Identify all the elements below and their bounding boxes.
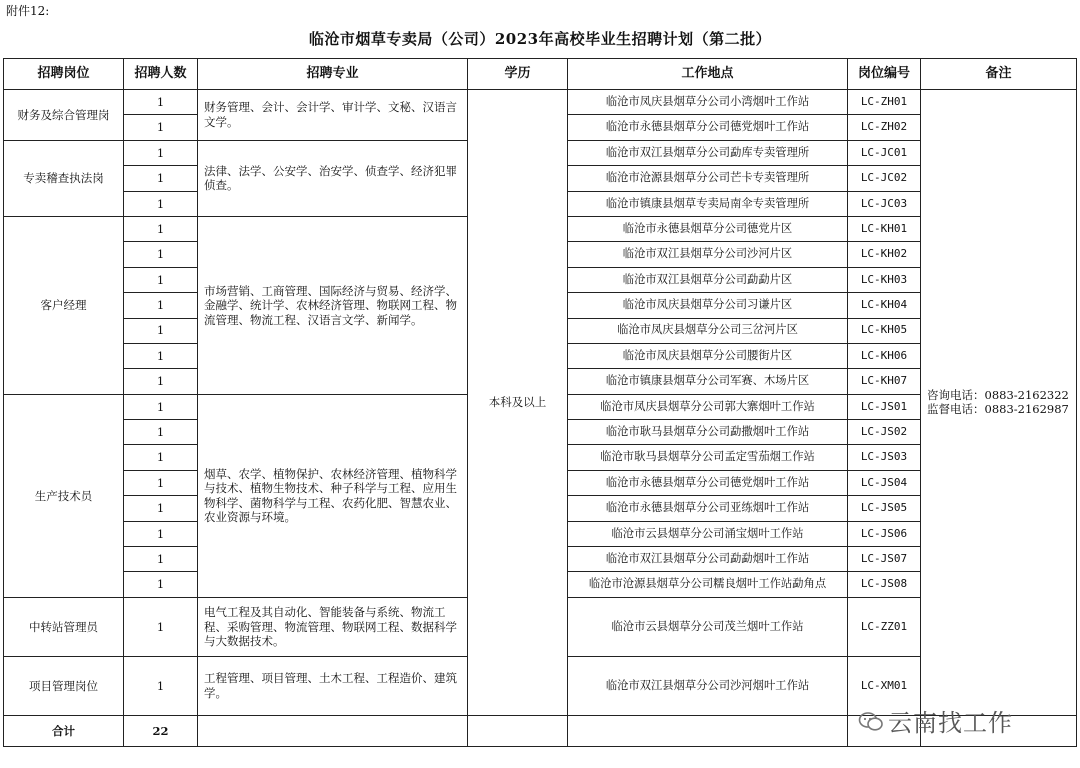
code-cell: LC-ZZ01 — [848, 597, 921, 656]
count-cell: 1 — [124, 293, 198, 318]
total-count: 22 — [124, 715, 198, 746]
header-note: 备注 — [921, 59, 1077, 90]
code-cell: LC-KH04 — [848, 293, 921, 318]
consult-phone: 咨询电话：0883-2162322 — [927, 387, 1069, 402]
code-cell: LC-KH06 — [848, 343, 921, 368]
location-cell: 临沧市永德县烟草分公司德党烟叶工作站 — [568, 470, 848, 495]
position-cell: 项目管理岗位 — [4, 656, 124, 715]
count-cell: 1 — [124, 394, 198, 419]
location-cell: 临沧市云县烟草分公司茂兰烟叶工作站 — [568, 597, 848, 656]
watermark — [858, 703, 1013, 738]
code-cell: LC-JS08 — [848, 572, 921, 597]
code-cell: LC-JC02 — [848, 166, 921, 191]
code-cell: LC-JS06 — [848, 521, 921, 546]
code-cell: LC-ZH01 — [848, 90, 921, 115]
watermark-text: 云南找工作 — [888, 709, 1013, 737]
location-cell: 临沧市凤庆县烟草分公司郭大寨烟叶工作站 — [568, 394, 848, 419]
empty-cell — [198, 715, 468, 746]
code-cell: LC-KH07 — [848, 369, 921, 394]
location-cell: 临沧市沧源县烟草分公司糯良烟叶工作站勐角点 — [568, 572, 848, 597]
total-label: 合计 — [4, 715, 124, 746]
code-cell: LC-KH03 — [848, 267, 921, 292]
count-cell: 1 — [124, 216, 198, 241]
count-cell: 1 — [124, 343, 198, 368]
location-cell: 临沧市永德县烟草分公司亚练烟叶工作站 — [568, 496, 848, 521]
count-cell: 1 — [124, 445, 198, 470]
header-row — [4, 59, 1077, 90]
code-cell: LC-JS02 — [848, 420, 921, 445]
code-cell: LC-JS03 — [848, 445, 921, 470]
table-row — [4, 90, 1077, 115]
count-cell: 1 — [124, 90, 198, 115]
position-cell: 中转站管理员 — [4, 597, 124, 656]
location-cell: 临沧市镇康县烟草专卖局南伞专卖管理所 — [568, 191, 848, 216]
note-cell — [921, 90, 1077, 716]
position-cell: 专卖稽查执法岗 — [4, 140, 124, 216]
code-cell: LC-JS01 — [848, 394, 921, 419]
code-cell: LC-KH05 — [848, 318, 921, 343]
position-cell: 生产技术员 — [4, 394, 124, 597]
major-cell: 工程管理、项目管理、土木工程、工程造价、建筑学。 — [198, 656, 468, 715]
position-cell: 财务及综合管理岗 — [4, 90, 124, 141]
code-cell: LC-JS07 — [848, 547, 921, 572]
attachment-label: 附件12: — [6, 4, 50, 18]
count-cell: 1 — [124, 597, 198, 656]
location-cell: 临沧市耿马县烟草分公司勐撒烟叶工作站 — [568, 420, 848, 445]
count-cell: 1 — [124, 115, 198, 140]
code-cell: LC-JC01 — [848, 140, 921, 165]
recruitment-table — [3, 58, 1077, 747]
count-cell: 1 — [124, 572, 198, 597]
location-cell: 临沧市双江县烟草分公司勐库专卖管理所 — [568, 140, 848, 165]
major-cell: 市场营销、工商管理、国际经济与贸易、经济学、金融学、统计学、农林经济管理、物联网工程、物流管理、物流工程、汉语言文学、新闻学。 — [198, 216, 468, 394]
code-cell: LC-JC03 — [848, 191, 921, 216]
code-cell: LC-JS05 — [848, 496, 921, 521]
header-position: 招聘岗位 — [4, 59, 124, 90]
count-cell: 1 — [124, 369, 198, 394]
location-cell: 临沧市双江县烟草分公司沙河烟叶工作站 — [568, 656, 848, 715]
count-cell: 1 — [124, 656, 198, 715]
location-cell: 临沧市凤庆县烟草分公司三岔河片区 — [568, 318, 848, 343]
header-education: 学历 — [468, 59, 568, 90]
code-cell: LC-JS04 — [848, 470, 921, 495]
location-cell: 临沧市凤庆县烟草分公司小湾烟叶工作站 — [568, 90, 848, 115]
location-cell: 临沧市凤庆县烟草分公司习谦片区 — [568, 293, 848, 318]
count-cell: 1 — [124, 547, 198, 572]
major-cell: 电气工程及其自动化、智能装备与系统、物流工程、采购管理、物流管理、物联网工程、数据科学与大数据技术。 — [198, 597, 468, 656]
location-cell: 临沧市云县烟草分公司涌宝烟叶工作站 — [568, 521, 848, 546]
location-cell: 临沧市双江县烟草分公司勐勐片区 — [568, 267, 848, 292]
count-cell: 1 — [124, 521, 198, 546]
code-cell: LC-KH02 — [848, 242, 921, 267]
major-cell: 烟草、农学、植物保护、农林经济管理、植物科学与技术、植物生物技术、种子科学与工程、应用生物科学、菌物科学与工程、农药化肥、智慧农业、农业资源与环境。 — [198, 394, 468, 597]
supervise-phone: 监督电话：0883-2162987 — [927, 402, 1069, 417]
empty-cell — [568, 715, 848, 746]
code-cell: LC-KH01 — [848, 216, 921, 241]
major-cell: 法律、法学、公安学、治安学、侦查学、经济犯罪侦查。 — [198, 140, 468, 216]
count-cell: 1 — [124, 191, 198, 216]
count-cell: 1 — [124, 470, 198, 495]
location-cell: 临沧市永德县烟草分公司德党烟叶工作站 — [568, 115, 848, 140]
location-cell: 临沧市沧源县烟草分公司芒卡专卖管理所 — [568, 166, 848, 191]
count-cell: 1 — [124, 267, 198, 292]
location-cell: 临沧市永德县烟草分公司德党片区 — [568, 216, 848, 241]
count-cell: 1 — [124, 140, 198, 165]
count-cell: 1 — [124, 420, 198, 445]
education-cell: 本科及以上 — [468, 90, 568, 716]
location-cell: 临沧市双江县烟草分公司勐勐烟叶工作站 — [568, 547, 848, 572]
empty-cell — [468, 715, 568, 746]
chat-bubble-icon — [858, 711, 884, 733]
header-major: 招聘专业 — [198, 59, 468, 90]
count-cell: 1 — [124, 166, 198, 191]
count-cell: 1 — [124, 496, 198, 521]
count-cell: 1 — [124, 242, 198, 267]
count-cell: 1 — [124, 318, 198, 343]
major-cell: 财务管理、会计、会计学、审计学、文秘、汉语言文学。 — [198, 90, 468, 141]
location-cell: 临沧市凤庆县烟草分公司腰街片区 — [568, 343, 848, 368]
header-code: 岗位编号 — [848, 59, 921, 90]
code-cell: LC-XM01 — [848, 656, 921, 715]
code-cell: LC-ZH02 — [848, 115, 921, 140]
location-cell: 临沧市耿马县烟草分公司孟定雪茄烟工作站 — [568, 445, 848, 470]
header-location: 工作地点 — [568, 59, 848, 90]
header-count: 招聘人数 — [124, 59, 198, 90]
location-cell: 临沧市双江县烟草分公司沙河片区 — [568, 242, 848, 267]
location-cell: 临沧市镇康县烟草分公司军赛、木场片区 — [568, 369, 848, 394]
position-cell: 客户经理 — [4, 216, 124, 394]
page-title: 临沧市烟草专卖局（公司）2023年高校毕业生招聘计划（第二批） — [308, 30, 772, 48]
